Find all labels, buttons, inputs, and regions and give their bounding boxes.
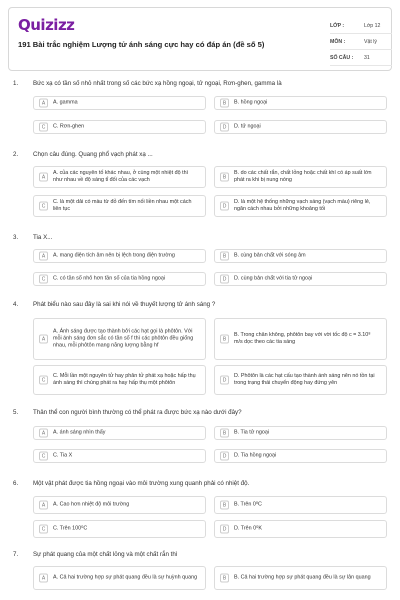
option-letter: D [220,525,229,534]
option-text: D. Trên 0⁰K [234,525,262,532]
option-text: B. Cả hai trường hợp sự phát quang đều là sự lân quang [234,574,371,581]
option-text: C. là một dải có màu từ đỏ đến tím nối liền nhau một cách liên tục [53,199,192,212]
option-c[interactable] [33,449,206,463]
option-letter: A [39,501,48,510]
meta-row-subject [330,34,392,50]
worksheet-title: 191 Bài trắc nghiệm Lượng tử ánh sáng cực hay có đáp án (đề số 5) [18,40,265,49]
meta-row-class [330,18,392,34]
meta-row-count [330,50,392,66]
meta-label: MÔN : [330,38,346,45]
option-d[interactable] [214,520,387,538]
option-b[interactable] [214,249,387,263]
option-letter: B [220,429,229,438]
option-text: C. Mỗi lần một nguyên tử hay phân tử phát xạ hoặc hấp thụ ánh sáng thì chúng phát ra hay hấp thụ một phôtôn [53,373,196,386]
meta-value: Lớp 12 [364,22,381,29]
option-letter: C [39,275,48,284]
meta-value: 31 [364,54,370,61]
option-letter: B [220,173,229,182]
option-text: B. Trên 0⁰C [234,501,262,508]
quizizz-logo: Quizizz [18,16,75,34]
option-letter: A [39,173,48,182]
meta-label: LỚP : [330,22,345,29]
option-letter: A [39,574,48,583]
question-text: Sự phát quang của một chất lỏng và một chất rắn thì [33,551,178,558]
option-c[interactable] [33,272,206,286]
question-text: Phát biểu nào sau đây là sai khi nói về thuyết lượng tử ánh sáng ? [33,301,216,308]
question-text: Bức xạ có tần số nhỏ nhất trong số các bức xạ hồng ngoại, tử ngoại, Rơn-ghen, gamma là [33,80,282,87]
option-letter: A [39,429,48,438]
question-text: Một vật phát được tia hồng ngoại vào môi trường xung quanh phải có nhiệt độ. [33,480,250,487]
option-letter: C [39,525,48,534]
option-a[interactable] [33,96,206,110]
meta-value: Vật lý [364,38,377,45]
option-letter: D [220,376,229,385]
option-text: C. Tia X [53,452,73,459]
option-letter: D [220,202,229,211]
option-letter: D [220,275,229,284]
option-text: B. hồng ngoại [234,99,268,106]
question-number: 3. [13,234,19,241]
question-number: 5. [13,409,19,416]
option-d[interactable] [214,365,387,395]
option-b[interactable] [214,496,387,514]
option-text: A. ánh sáng nhìn thấy [53,429,106,436]
option-letter: B [220,501,229,510]
option-text: C. có tần số nhỏ hơn tần số của tia hồng ngoại [53,275,166,282]
option-letter: C [39,376,48,385]
option-d[interactable] [214,272,387,286]
option-letter: B [220,335,229,344]
option-letter: A [39,335,48,344]
option-letter: D [220,452,229,461]
question-number: 7. [13,551,19,558]
option-d[interactable] [214,120,387,134]
option-letter: B [220,574,229,583]
option-letter: B [220,252,229,261]
option-c[interactable] [33,120,206,134]
option-text: A. Ánh sáng được tạo thành bởi các hạt gọi là phôtôn. Với mỗi ánh sáng đơn sắc có tần số f thì các phôtôn đều giống nhau, mỗi phôtôn mang năng lượng bằng hf [53,328,194,349]
option-text: D. cùng bản chất với tia tử ngoại [234,275,313,282]
option-text: D. là một hệ thống những vạch sáng (vạch màu) riêng lẻ, ngăn cách nhau bởi những khoảng tối [234,199,371,212]
option-a[interactable] [33,426,206,440]
option-b[interactable] [214,566,387,590]
option-text: B. Tia tử ngoại [234,429,270,436]
option-text: D. tử ngoại [234,123,261,130]
option-text: B. cùng bản chất với sóng âm [234,252,306,259]
option-text: A. gamma [53,99,78,106]
option-letter: B [220,99,229,108]
question-number: 4. [13,301,19,308]
option-text: A. của các nguyên tố khác nhau, ở cùng một nhiệt độ thì như nhau về độ sáng tỉ đối của các vạch [53,170,189,183]
option-a[interactable] [33,166,206,188]
meta-label: SỐ CÂU : [330,54,354,61]
option-letter: C [39,123,48,132]
question-number: 2. [13,151,19,158]
option-b[interactable] [214,426,387,440]
option-a[interactable] [33,249,206,263]
option-b[interactable] [214,318,387,360]
option-text: C. Trên 100⁰C [53,525,88,532]
question-number: 6. [13,480,19,487]
option-c[interactable] [33,365,206,395]
option-letter: A [39,252,48,261]
option-d[interactable] [214,449,387,463]
option-b[interactable] [214,96,387,110]
option-letter: A [39,99,48,108]
option-letter: C [39,202,48,211]
option-text: C. Rơn-ghen [53,123,85,130]
question-text: Tia X... [33,234,53,241]
option-text: A. Cao hơn nhiệt độ môi trường [53,501,130,508]
worksheet-meta [330,18,392,66]
option-text: B. do các chất rắn, chất lỏng hoặc chất khí có áp suất lớn phát ra khi bị nung nóng [234,170,372,183]
option-text: D. Phôtôn là các hạt cấu tạo thành ánh sáng nên nó tồn tại trong trạng thái chuyển động hay đứng yên [234,373,375,386]
worksheet-header [8,7,392,71]
option-a[interactable] [33,496,206,514]
option-a[interactable] [33,566,206,590]
question-text: Chọn câu đúng. Quang phổ vạch phát xạ ... [33,151,153,158]
option-text: B. Trong chân không, phôtôn bay với vời tốc độ c = 3.10⁸ m/s dọc theo các tia sáng [234,332,371,345]
question-number: 1. [13,80,19,87]
option-text: A. Cả hai trường hợp sự phát quang đều là sự huỳnh quang [53,574,198,581]
option-c[interactable] [33,520,206,538]
option-b[interactable] [214,166,387,188]
option-c[interactable] [33,195,206,217]
option-letter: C [39,452,48,461]
option-d[interactable] [214,195,387,217]
option-text: A. mang điện tích âm nên bị lệch trong điện trường [53,252,175,259]
option-text: D. Tia hồng ngoại [234,452,277,459]
question-text: Thân thể con người bình thường có thể phát ra được bức xạ nào dưới đây? [33,409,242,416]
option-a[interactable] [33,318,206,360]
option-letter: D [220,123,229,132]
